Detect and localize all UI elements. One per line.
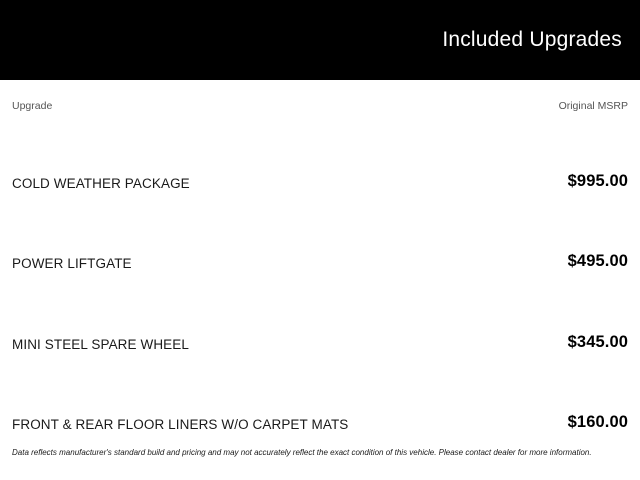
page-title: Included Upgrades bbox=[442, 27, 622, 51]
table-row bbox=[12, 197, 628, 278]
table-row bbox=[12, 358, 628, 439]
bottom-spacer bbox=[12, 458, 628, 480]
upgrade-price: $995.00 bbox=[567, 171, 628, 190]
upgrade-price: $495.00 bbox=[567, 252, 628, 271]
upgrade-price: $160.00 bbox=[567, 413, 628, 432]
upgrade-price: $345.00 bbox=[567, 332, 628, 351]
upgrade-name: POWER LIFTGATE bbox=[12, 256, 132, 272]
column-header-upgrade: Upgrade bbox=[12, 100, 53, 112]
upgrade-name: FRONT & REAR FLOOR LINERS W/O CARPET MATS bbox=[12, 417, 349, 433]
page-content bbox=[0, 80, 640, 480]
table-row bbox=[12, 116, 628, 197]
column-header-msrp: Original MSRP bbox=[558, 100, 628, 112]
table-header-row bbox=[12, 80, 628, 116]
upgrades-list bbox=[12, 116, 628, 438]
table-row bbox=[12, 277, 628, 358]
page-header bbox=[0, 0, 640, 80]
upgrade-name: MINI STEEL SPARE WHEEL bbox=[12, 336, 189, 352]
upgrade-name: COLD WEATHER PACKAGE bbox=[12, 175, 190, 191]
disclaimer-text: Data reflects manufacturer's standard build and pricing and may not accurately reflect the exact condition of this vehicle. Please contact dealer for more information. bbox=[12, 448, 592, 458]
